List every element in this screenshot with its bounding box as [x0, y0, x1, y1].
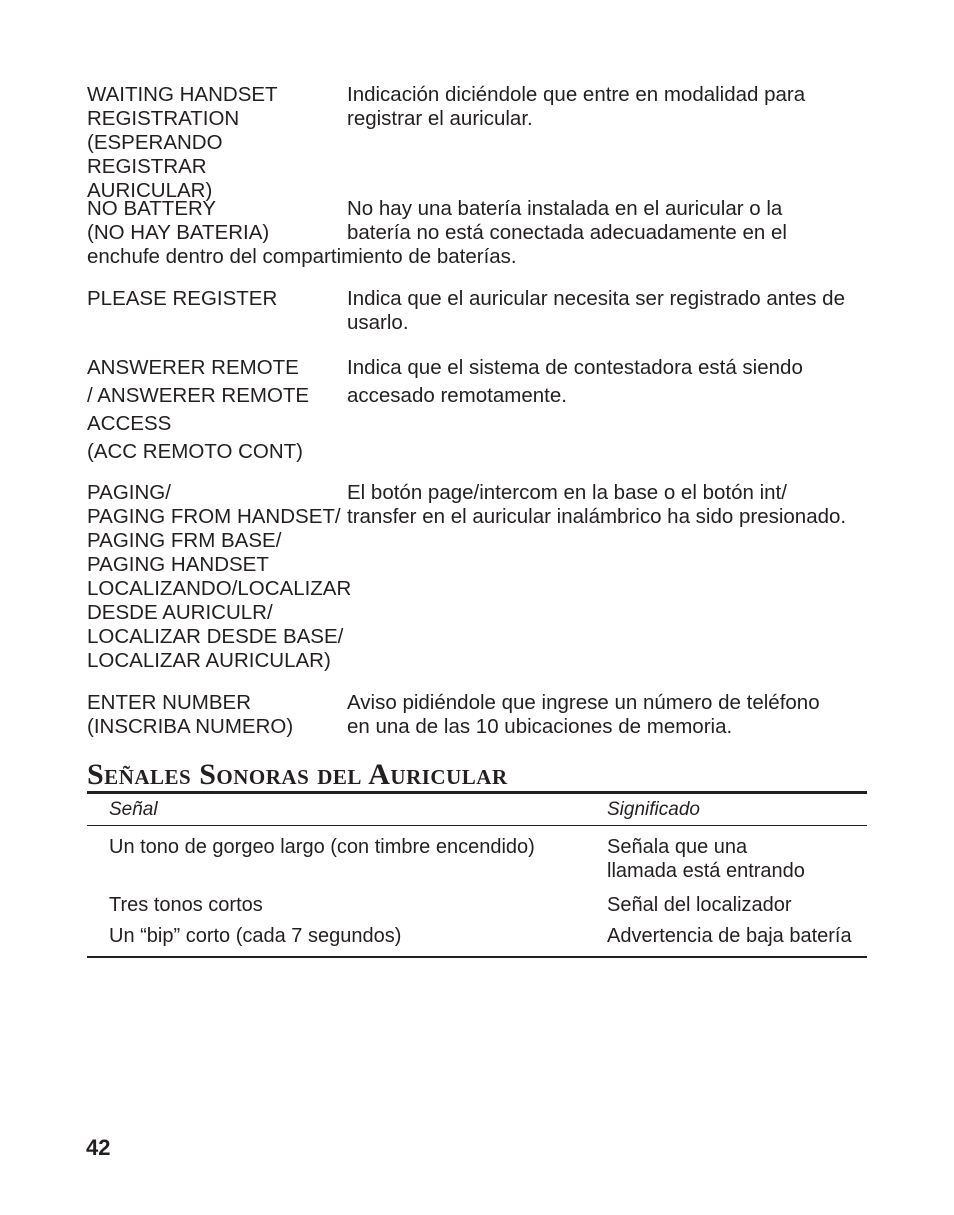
- entry-description: No hay una batería instalada en el auricular o la batería no está conectada adecuadamente en el: [347, 197, 787, 244]
- table-cell-meaning: Señala que una llamada está entrando: [607, 836, 805, 882]
- table-cell-signal: Tres tonos cortos: [109, 894, 263, 916]
- entry-term: WAITING HANDSET REGISTRATION (ESPERANDO REGISTRAR AURICULAR): [87, 83, 278, 202]
- table-header-signal: Señal: [109, 799, 158, 820]
- entry-term: ANSWERER REMOTE / ANSWERER REMOTE ACCESS (ACC REMOTO CONT): [87, 356, 310, 463]
- entry-description: Aviso pidiéndole que ingrese un número de teléfono en una de las 10 ubicaciones de memoria.: [347, 691, 820, 738]
- section-title-rule: [87, 791, 867, 794]
- entry-description: Indica que el sistema de contestadora está siendo accesado remotamente.: [347, 356, 803, 407]
- entry-description-continuation: enchufe dentro del compartimiento de baterías.: [87, 245, 517, 268]
- table-cell-meaning: Advertencia de baja batería: [607, 925, 852, 947]
- entry-description: Indicación diciéndole que entre en modalidad para registrar el auricular.: [347, 83, 806, 130]
- table-cell-signal: Un tono de gorgeo largo (con timbre encendido): [109, 836, 535, 858]
- entry-description: El botón page/intercom en la base o el botón int/ transfer en el auricular inalámbrico ha sido presionado.: [347, 481, 847, 528]
- table-cell-signal: Un “bip” corto (cada 7 segundos): [109, 925, 402, 947]
- table-header-meaning: Significado: [607, 799, 700, 820]
- page-number: 42: [86, 1135, 111, 1160]
- entry-term: ENTER NUMBER (INSCRIBA NUMERO): [87, 691, 294, 738]
- table-header-divider: [87, 825, 867, 826]
- table-bottom-rule: [87, 956, 867, 958]
- section-title: Señales Sonoras del Auricular: [87, 758, 508, 791]
- entry-term: NO BATTERY (NO HAY BATERIA): [87, 197, 270, 244]
- entry-term: PLEASE REGISTER: [87, 287, 278, 310]
- table-cell-meaning: Señal del localizador: [607, 894, 792, 916]
- entry-description: Indica que el auricular necesita ser registrado antes de usarlo.: [347, 287, 845, 334]
- entry-term: PAGING/ PAGING FROM HANDSET/ PAGING FRM BASE/ PAGING HANDSET LOCALIZANDO/LOCALIZAR DESDE AURICULR/ LOCALIZAR DESDE BASE/ LOCALIZAR AURICULAR): [87, 481, 352, 672]
